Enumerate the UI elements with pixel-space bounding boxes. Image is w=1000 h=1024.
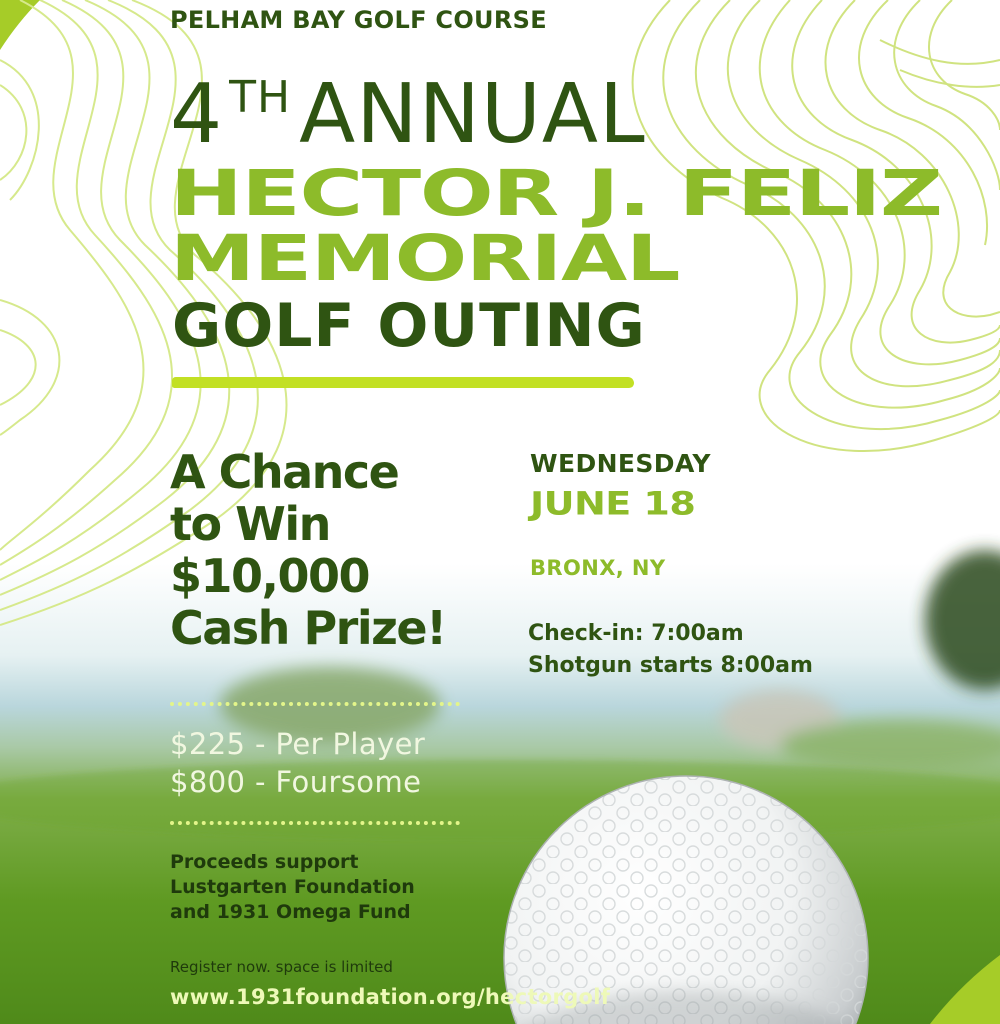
dotted-divider	[170, 821, 460, 825]
proceeds-line: and 1931 Omega Fund	[170, 901, 411, 923]
honoree-name: HECTOR J. FELIZ	[170, 156, 942, 231]
dotted-divider	[170, 702, 460, 706]
prize-announcement	[170, 446, 490, 654]
highlight-underline	[172, 377, 634, 388]
registration-link[interactable]: www.1931foundation.org/hectorgolf	[170, 985, 611, 1009]
prize-line: $10,000	[170, 549, 370, 603]
pricing	[170, 725, 425, 801]
price-per-player: $225 - Per Player	[170, 727, 426, 761]
event-times	[528, 618, 813, 682]
edition-number: 4	[170, 67, 224, 162]
event-date: JUNE 18	[530, 485, 696, 523]
shotgun-start-time: Shotgun starts 8:00am	[528, 653, 813, 678]
proceeds-line: Proceeds support	[170, 851, 359, 873]
memorial-title: MEMORIAL	[170, 221, 680, 296]
event-location: BRONX, NY	[530, 556, 666, 580]
proceeds-line: Lustgarten Foundation	[170, 876, 415, 898]
edition-word: ANNUAL	[299, 67, 646, 162]
prize-line: Cash Prize!	[170, 601, 446, 655]
price-foursome: $800 - Foursome	[170, 765, 422, 799]
prize-line: A Chance	[170, 445, 399, 499]
checkin-time: Check-in: 7:00am	[528, 621, 744, 646]
proceeds-note	[170, 850, 415, 925]
event-weekday: WEDNESDAY	[530, 449, 711, 478]
event-type-title: GOLF OUTING	[172, 291, 646, 361]
edition-heading	[170, 67, 646, 162]
edition-suffix: TH	[229, 72, 292, 123]
venue-name: PELHAM BAY GOLF COURSE	[170, 6, 547, 34]
register-note: Register now. space is limited	[170, 958, 393, 976]
prize-line: to Win	[170, 497, 330, 551]
